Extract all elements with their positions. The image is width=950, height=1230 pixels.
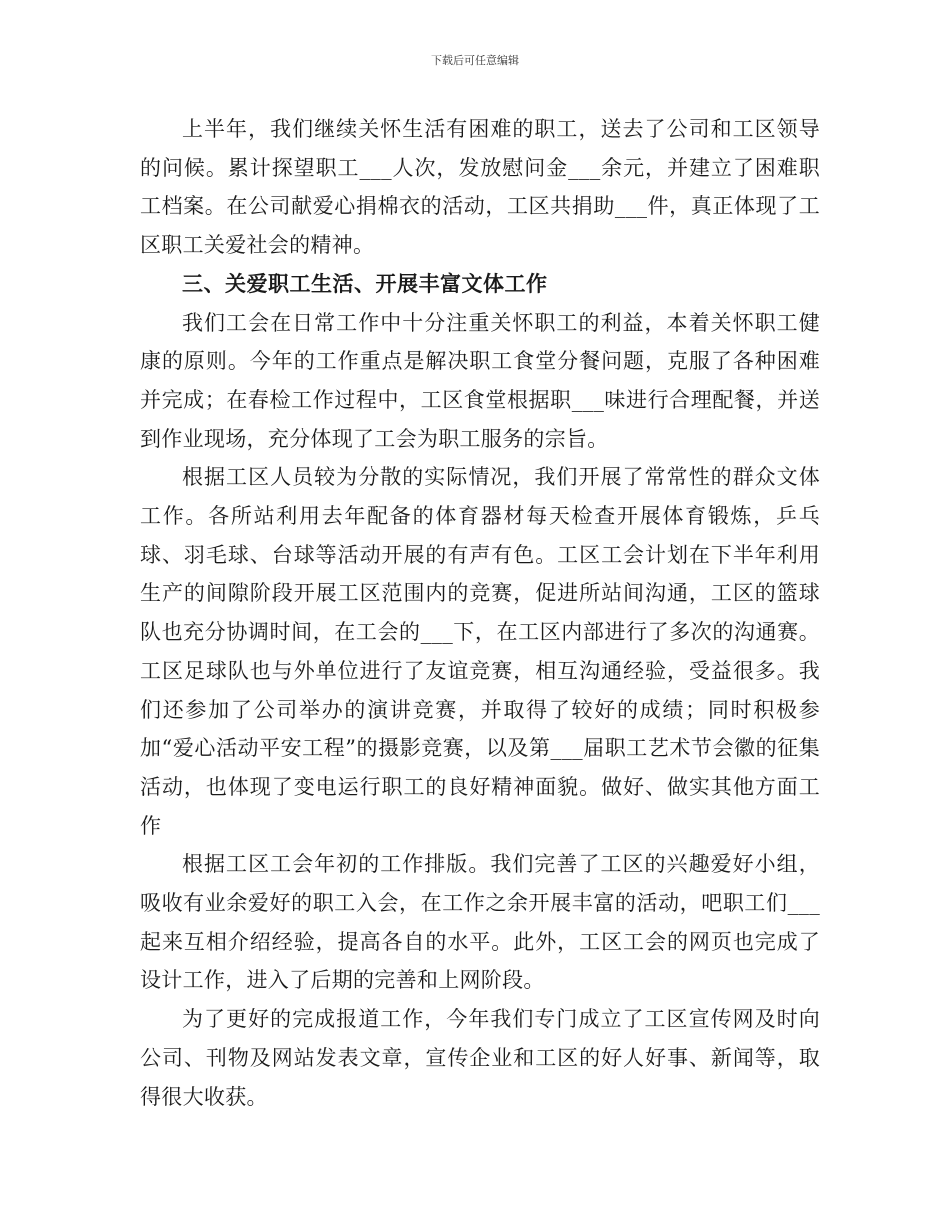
section-heading-3: 三、关爱职工生活、开展丰富文体工作	[182, 271, 548, 296]
paragraph-sports-activities: 根据工区人员较为分散的实际情况，我们开展了常常性的群众文体工作。各所站利用去年配备的体育器材每天检查开展体育锻炼，乒乓球、羽毛球、台球等活动开展的有声有色。工区工会计划在下半年利用生产的间隙阶段开展工区范围内的竞赛，促进所站间沟通，工区的篮球队也充分协调时间，在工会的___下，在工区内部进行了多次的沟通赛。工区足球队也与外单位进行了友谊竞赛，相互沟通经验，受益很多。我们还参加了公司举办的演讲竞赛，并取得了较好的成绩；同时积极参加“爱心活动平安工程”的摄影竞赛，以及第___届职工艺术节会徽的征集活动，也体现了变电运行职工的良好精神面貌。做好、做实其他方面工作	[140, 465, 820, 838]
page-header-note: 下载后可任意编辑	[431, 54, 519, 67]
paragraph-canteen: 我们工会在日常工作中十分注重关怀职工的利益，本着关怀职工健康的原则。今年的工作重点是解决职工食堂分餐问题，克服了各种困难并完成；在春检工作过程中，工区食堂根据职___味进行合理配餐，并送到作业现场，充分体现了工会为职工服务的宗旨。	[140, 310, 820, 451]
paragraph-publicity: 为了更好的完成报道工作，今年我们专门成立了工区宣传网及时向公司、刊物及网站发表文章，宣传企业和工区的好人好事、新闻等，取得很大收获。	[140, 1007, 820, 1109]
document-body	[140, 110, 820, 1116]
paragraph-interest-groups: 根据工区工会年初的工作排版。我们完善了工区的兴趣爱好小组，吸收有业余爱好的职工入会，在工作之余开展丰富的活动，吧职工们___起来互相介绍经验，提高各自的水平。此外，工区工会的网页也完成了设计工作，进入了后期的完善和上网阶段。	[140, 852, 820, 993]
paragraph-care-for-staff: 上半年，我们继续关怀生活有困难的职工，送去了公司和工区领导的问候。累计探望职工___人次，发放慰问金___余元，并建立了困难职工档案。在公司献爱心捐棉衣的活动，工区共捐助___件，真正体现了工区职工关爱社会的精神。	[140, 117, 820, 258]
